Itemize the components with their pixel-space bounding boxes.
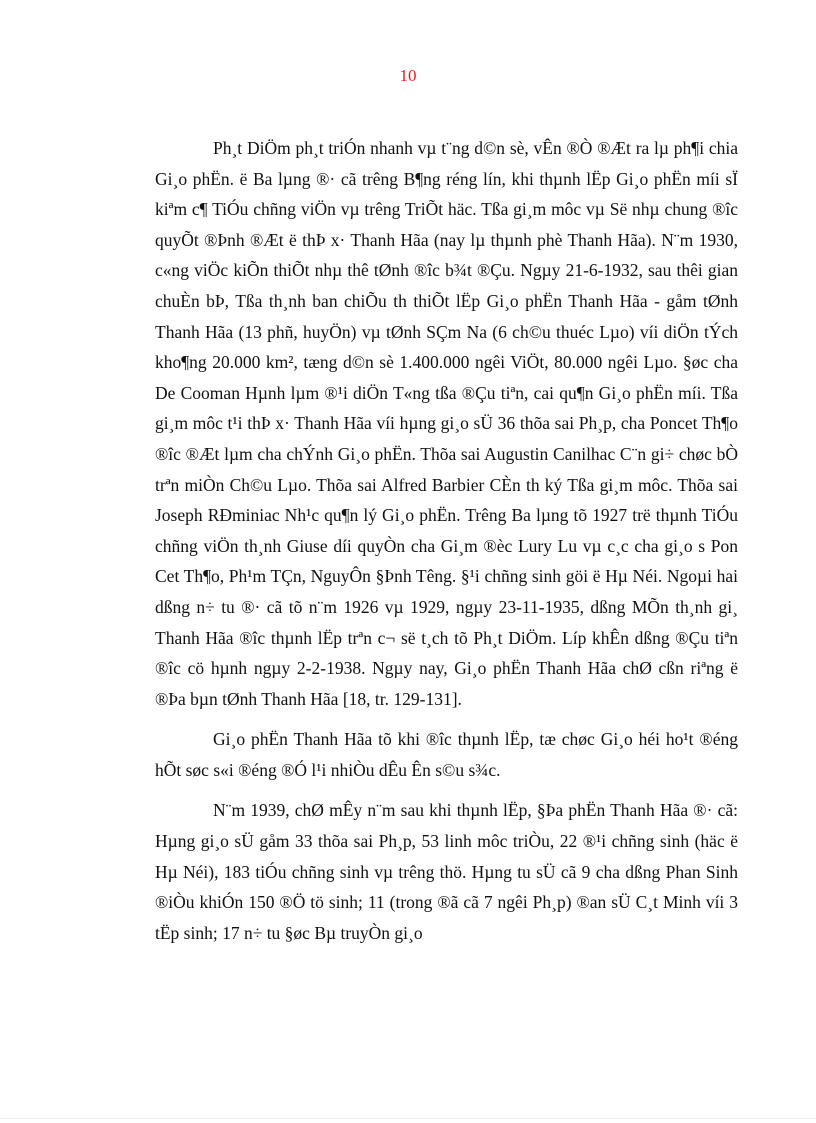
page-bottom-edge	[0, 1118, 816, 1119]
paragraph-1: Ph¸t DiÖm ph¸t triÓn nhanh vµ t¨ng d©n sè, vÊn ®Ò ®Æt ra lµ ph¶i chia Gi¸o phËn. ë Ba lµng ®· cã trêng B¶ng réng lín, khi thµnh lËp Gi¸o phËn míi sÏ kiªm c¶ TiÓu chñng viÖn vµ trêng TriÕt häc. Tßa gi¸m môc vµ Së nhµ chung ®îc quyÕt ®Þnh ®Æt ë thÞ x· Thanh Hãa (nay lµ thµnh phè Thanh Hãa). N¨m 1930, c«ng viÖc kiÕn thiÕt nhµ thê tØnh ®îc b¾t ®Çu. Ngµy 21-6-1932, sau thêi gian chuÈn bÞ, Tßa th¸nh ban chiÕu th thiÕt lËp Gi¸o phËn Thanh Hãa - gåm tØnh Thanh Hãa (13 phñ, huyÖn) vµ tØnh SÇm Na (6 ch©u thuéc Lµo) víi diÖn tÝch kho¶ng 20.000 km², tæng d©n sè 1.400.000 ngêi ViÖt, 80.000 ngêi Lµo. §øc cha De Cooman Hµnh lµm ®¹i diÖn T«ng tßa ®Çu tiªn, cai qu¶n Gi¸o phËn míi. Tßa gi¸m môc t¹i thÞ x· Thanh Hãa víi hµng gi¸o sÜ 36 thõa sai Ph¸p, cha Poncet Th¶o ®îc ®Æt lµm cha chÝnh Gi¸o phËn. Thõa sai Augustin Canilhac C¨n gi÷ chøc bÒ trªn miÒn Ch©u Lµo. Thõa sai Alfred Barbier CÈn th ký Tßa gi¸m môc. Thõa sai Joseph RÐminiac Nh¹c qu¶n lý Gi¸o phËn. Trêng Ba lµng tõ 1927 trë thµnh TiÓu chñng viÖn th¸nh Giuse díi quyÒn cha Gi¸m ®èc Lury Lu vµ c¸c cha gi¸o s Pon Cet Th¶o, Ph¹m TÇn, NguyÔn §Þnh Têng. §¹i chñng sinh göi ë Hµ Néi. Ngoµi hai dßng n÷ tu ®· cã tõ n¨m 1926 vµ 1929, ngµy 23-11-1935, dßng MÕn th¸nh gi¸ Thanh Hãa ®îc thµnh lËp trªn c¬ së t¸ch tõ Ph¸t DiÖm. Líp khÊn dßng ®Çu tiªn ®îc cö hµnh ngµy 2-2-1938. Ngµy nay, Gi¸o phËn Thanh Hãa chØ cßn riªng ë ®Þa bµn tØnh Thanh Hãa [18, tr. 129-131].	[155, 138, 738, 709]
body-text	[155, 133, 738, 948]
paragraph-3: N¨m 1939, chØ mÊy n¨m sau khi thµnh lËp, §Þa phËn Thanh Hãa ®· cã: Hµng gi¸o sÜ gåm 33 thõa sai Ph¸p, 53 linh môc triÒu, 22 ®¹i chñng sinh (häc ë Hµ Néi), 183 tiÓu chñng sinh vµ trêng thö. Hµng tu sÜ cã 9 cha dßng Phan Sinh ®iÒu khiÓn 150 ®Ö tö sinh; 11 (trong ®ã cã 7 ngêi Ph¸p) ®an sÜ C¸t Minh víi 3 tËp sinh; 17 n÷ tu §øc Bµ truyÒn gi¸o	[155, 800, 738, 943]
page-number: 10	[399, 66, 417, 85]
paragraph-2: Gi¸o phËn Thanh Hãa tõ khi ®îc thµnh lËp, tæ chøc Gi¸o héi ho¹t ®éng hÕt søc s«i ®éng ®Ó l¹i nhiÒu dÊu Ên s©u s¾c.	[155, 729, 738, 780]
